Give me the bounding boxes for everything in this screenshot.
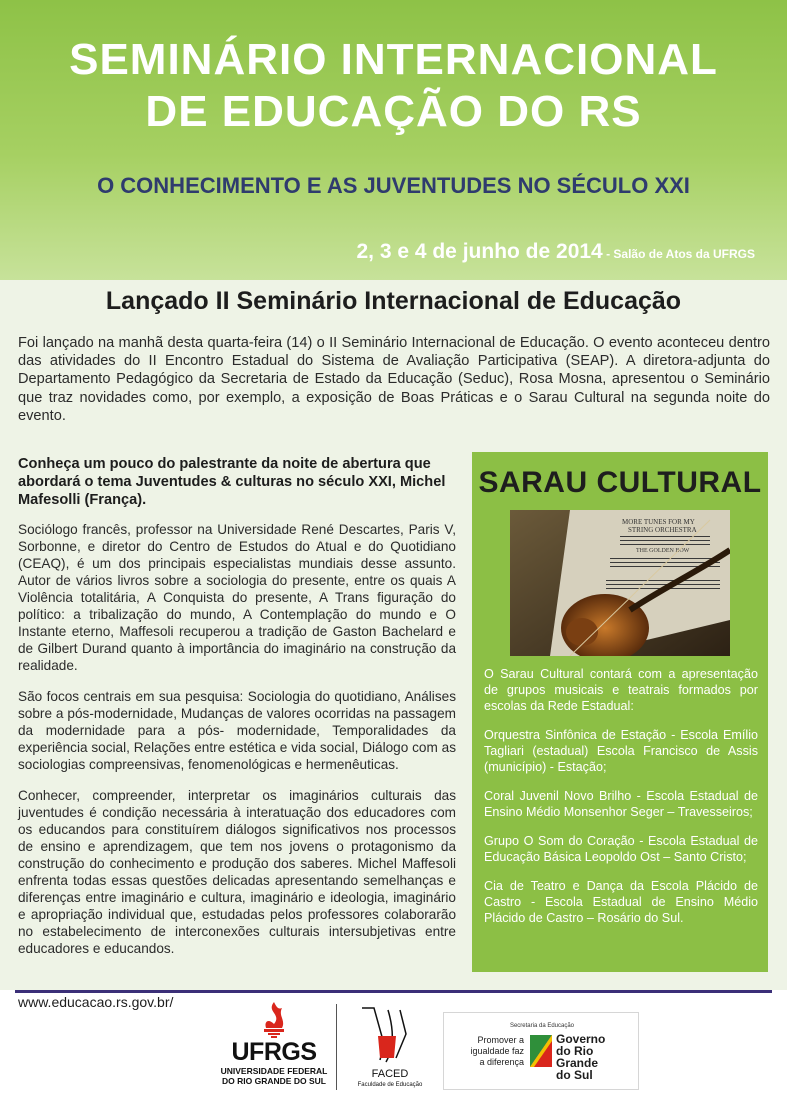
faced-subtitle: Faculdade de Educação <box>357 1082 423 1088</box>
sarau-item: O Sarau Cultural contará com a apresentação de grupos musicais e teatrais formados por escolas da Rede Estadual: <box>484 667 758 713</box>
photo-caption-3: THE GOLDEN BOW <box>636 548 690 554</box>
gov-slogan-line2: igualdade faz <box>470 1046 524 1056</box>
footer-divider <box>15 990 772 993</box>
gov-name-line1: Governo <box>556 1032 606 1046</box>
sarau-description <box>484 666 758 939</box>
event-date: 2, 3 e 4 de junho de 2014 <box>356 240 603 263</box>
event-title <box>0 34 787 138</box>
gov-slogan-line1: Promover a <box>477 1035 524 1045</box>
event-subtitle: O CONHECIMENTO E AS JUVENTUDES NO SÉCULO XXI <box>97 173 690 198</box>
article-headline: Lançado II Seminário Internacional de Educação <box>105 287 682 315</box>
title-line-1: SEMINÁRIO INTERNACIONAL <box>69 35 718 84</box>
photo-caption-1: MORE TUNES FOR MY <box>622 518 695 526</box>
rs-flag-icon <box>528 1033 554 1069</box>
gov-name-line3: do Sul <box>556 1068 593 1082</box>
article-intro: Foi lançado na manhã desta quarta-feira (14) o II Seminário Internacional de Educação. O evento aconteceu dentro das atividades do II Encontro Estadual do Sistema de Avaliação Participativa (SEAP). A diretora-adjunta do Departamento Pedagógico da Secretaria de Estado da Educação (Seduc), Rosa Mosna, apresentou o Seminário que traz novidades como, por exemplo, a exposição de Boas Práticas e o Sarau Cultural na segunda noite do evento. <box>18 335 770 424</box>
faced-wordmark: FACED <box>371 1068 409 1080</box>
ufrgs-fullname <box>216 1066 332 1086</box>
ufrgs-fullname-line1: UNIVERSIDADE FEDERAL <box>220 1066 328 1076</box>
speaker-paragraph: São focos centrais em sua pesquisa: Sociologia do quotidiano, Análises sobre a pós-modernidade, Mudanças de valores ocorridas na passagem da modernidade para a pós- modernidade, Temporalidades da experiência social, Relações entre estética e vida social, Diálogo com as sociologias compreensivas, fenomenológicas e hermenêuticas. <box>18 689 456 772</box>
sarau-item: Cia de Teatro e Dança da Escola Plácido de Castro - Escola Estadual de Ensino Médio Plácido de Castro – Rosário do Sul. <box>484 879 758 925</box>
violin-photo-graphic <box>510 510 730 656</box>
speaker-paragraph: Sociólogo francês, professor na Universidade René Descartes, Paris V, Sorbonne, e diretor do Centro de Estudos do Atual e do Quotidiano (CEAQ), é um dos principais especialistas mundiais desse assunto. Autor de vários livros sobre a sociologia do presente, entre os quais A Violência totalitária, A Conquista do presente, A Trans figuração do político: a tribalização do mundo, A Contemplação do mundo e O Instante eterno, Maffesoli recuperou a tradição de Gaston Bachelard e de Gilbert Durand quanto à importância do imaginário na construção da realidade. <box>18 522 456 673</box>
sarau-title: SARAU CULTURAL <box>478 466 762 499</box>
speaker-paragraph: Conhecer, compreender, interpretar os imaginários culturais das juventudes é condição necessária à interatuação dos educadores com os educandos para constituírem diálogos significativos nos processos de ensino e aprendizagem, que tem nos jovens o protagonismo da construção do conhecimento e produção dos saberes. Michel Maffesoli enfrenta todas essas questões delicadas apresentando semelhanças e diferenças entre imaginário e cultura, imaginário e ideologia, imaginário e apropriação individual que, estudadas pelos professores colaborarão no estabelecimento de interconexões culturais intersubjetivas entre educadores e educandos. <box>18 788 456 956</box>
event-date-line <box>356 240 755 264</box>
ufrgs-fullname-line2: DO RIO GRANDE DO SUL <box>222 1076 326 1086</box>
sarau-item: Grupo O Som do Coração - Escola Estadual de Educação Básica Leopoldo Ost – Santo Cristo; <box>484 834 758 864</box>
torch-icon <box>216 1000 332 1040</box>
header-banner <box>0 0 787 280</box>
faced-emblem-icon <box>340 1000 440 1066</box>
gov-slogan-line3: a diferença <box>479 1057 524 1067</box>
sarau-item: Orquestra Sinfônica de Estação - Escola Emílio Tagliari (estadual) Escola Francisco de Assis (município) - Estação; <box>484 728 758 774</box>
event-place: - Salão de Atos da UFRGS <box>602 247 755 261</box>
sarau-item: Coral Juvenil Novo Brilho - Escola Estadual de Ensino Médio Monsenhor Seger – Travesseiros; <box>484 789 758 819</box>
ufrgs-logo <box>216 1000 332 1095</box>
ufrgs-wordmark: UFRGS <box>231 1038 317 1066</box>
violin-sheet-music-photo <box>510 510 730 656</box>
gov-name-line2: do Rio Grande <box>556 1044 599 1070</box>
photo-caption-2: STRING ORCHESTRA <box>628 526 697 534</box>
faced-logo <box>340 1000 440 1095</box>
gov-secretaria: Secretaria da Educação <box>509 1023 575 1029</box>
title-line-2: DE EDUCAÇÃO DO RS <box>145 87 642 136</box>
speaker-column <box>18 455 456 971</box>
speaker-lead: Conheça um pouco do palestrante da noite de abertura que abordará o tema Juventudes & culturas no século XXI, Michel Mafesolli (França). <box>18 456 446 508</box>
gov-slogan <box>452 1035 524 1068</box>
gov-name <box>556 1033 636 1081</box>
government-logo <box>443 1012 639 1090</box>
logo-divider <box>336 1004 337 1090</box>
sarau-cultural-box <box>472 452 768 972</box>
website-url[interactable]: www.educacao.rs.gov.br/ <box>18 994 174 1010</box>
